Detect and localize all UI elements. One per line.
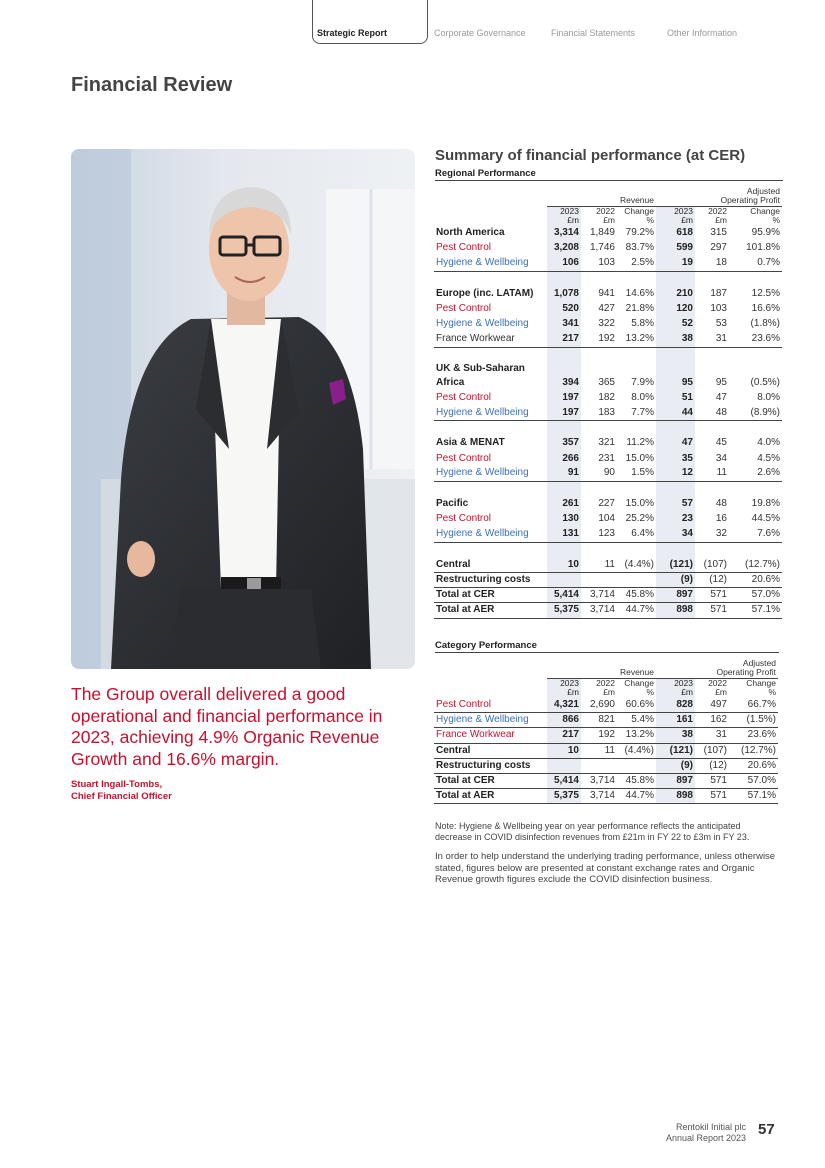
table-row	[434, 728, 778, 743]
table-cell: 7.9%	[631, 377, 654, 389]
table-cell: 7.6%	[729, 527, 782, 542]
table-cell: 897	[656, 773, 695, 788]
row-label: Hygiene & Wellbeing	[434, 256, 547, 271]
table-cell: 266	[547, 451, 581, 466]
table-cell: 52	[656, 317, 695, 332]
regional-performance-table	[434, 182, 782, 619]
group-spacer	[434, 542, 782, 557]
adjusted-operating-profit-header	[656, 182, 782, 206]
category-profit-header	[656, 654, 778, 678]
table-cell: 20.6%	[729, 572, 782, 587]
table-cell: (107)	[695, 557, 729, 572]
row-label: Total at AER	[434, 789, 547, 804]
category-performance-title: Category Performance	[435, 640, 779, 653]
table-cell: 23.6%	[729, 332, 782, 347]
table-cell: 131	[547, 527, 581, 542]
table-cell: 7.7%	[617, 405, 656, 420]
row-label: Europe (inc. LATAM)	[436, 287, 534, 299]
cat-col-2023-profit: 2023 £m	[656, 678, 695, 698]
table-cell: 183	[581, 405, 617, 420]
table-cell: 90	[581, 466, 617, 481]
cat-col-change-profit: Change %	[746, 677, 776, 697]
table-cell: 48	[695, 405, 729, 420]
pull-quote: The Group overall delivered a good operational and financial performance in 2023, achieving 4.9% Organic Revenue Growth and 16.6% margin.	[71, 684, 383, 769]
table-cell: (0.5%)	[750, 377, 780, 389]
col-2023-revenue: 2023 £m	[547, 206, 581, 226]
row-label: Hygiene & Wellbeing	[436, 318, 529, 330]
col-2022-revenue: 2022 £m	[596, 205, 615, 225]
table-cell: 16.6%	[751, 303, 780, 315]
table-row	[434, 362, 782, 390]
table-cell: 162	[695, 713, 729, 728]
row-label: Hygiene & Wellbeing	[434, 527, 547, 542]
table-cell: 8.0%	[631, 391, 654, 403]
table-cell: 2.6%	[729, 466, 782, 481]
row-label: Hygiene & Wellbeing	[434, 713, 547, 728]
row-label: UK & Sub-Saharan Africa	[436, 363, 525, 389]
cat-col-2023-revenue: 2023 £m	[547, 678, 581, 698]
table-cell: 104	[598, 513, 615, 525]
category-revenue-header: Revenue	[547, 654, 656, 678]
table-cell: 5,375	[547, 789, 581, 804]
table-cell: 60.6%	[617, 698, 656, 713]
page-title: Financial Review	[71, 74, 233, 96]
table-cell: 19.8%	[751, 498, 780, 510]
table-cell: 32	[695, 527, 729, 542]
table-cell: (4.4%)	[617, 743, 656, 758]
row-label: France Workwear	[434, 332, 547, 347]
table-cell: 3,714	[581, 789, 617, 804]
table-row	[434, 773, 778, 788]
table-cell: 4.5%	[757, 452, 780, 464]
table-cell: 31	[695, 332, 729, 347]
table-cell: 192	[581, 332, 617, 347]
row-label: Pest Control	[436, 303, 492, 315]
footer-company: Rentokil Initial plc	[675, 1122, 746, 1132]
cat-col-2022-profit: 2022 £m	[708, 677, 727, 697]
table-cell: 15.0%	[625, 452, 654, 464]
table-cell: 322	[598, 318, 615, 330]
table-cell: 161	[656, 713, 695, 728]
row-label: Total at AER	[434, 603, 547, 618]
category-performance-table	[434, 654, 778, 804]
table-cell: 57.0%	[729, 773, 778, 788]
table-cell: 315	[710, 227, 727, 239]
row-label: Central	[434, 557, 547, 572]
row-label: Pest Control	[434, 698, 547, 713]
table-row	[434, 301, 782, 316]
cat-col-2022-revenue: 2022 £m	[596, 677, 615, 697]
table-cell: 571	[695, 789, 729, 804]
table-cell: 3,714	[581, 603, 617, 618]
table-cell: 95.9%	[751, 227, 780, 239]
table-cell: 47	[715, 391, 727, 403]
cfo-portrait-photo	[71, 149, 415, 669]
table-row	[434, 466, 782, 481]
table-row	[434, 241, 782, 256]
row-label: Restructuring costs	[434, 572, 547, 587]
table-cell: 187	[710, 287, 727, 299]
nav-other-information[interactable]: Other Information	[667, 28, 738, 38]
table-cell: 130	[547, 512, 581, 527]
table-cell: 1,746	[589, 242, 615, 254]
table-row	[434, 226, 782, 241]
table-cell: 95	[656, 362, 695, 390]
table-cell: 1,078	[547, 286, 581, 301]
row-label: Hygiene & Wellbeing	[434, 466, 547, 481]
table-cell: 48	[715, 498, 727, 510]
table-cell: 31	[695, 728, 729, 743]
adjusted-label: Adjusted	[746, 185, 780, 196]
table-cell: 12.5%	[751, 287, 780, 299]
table-cell: 898	[656, 789, 695, 804]
table-row	[434, 557, 782, 572]
table-cell: 866	[547, 713, 581, 728]
group-spacer	[434, 421, 782, 436]
table-cell: 4.0%	[757, 437, 780, 449]
table-cell: 10	[547, 557, 581, 572]
basis-note: In order to help understand the underlying trading performance, unless otherwise stated, figures below are presented at constant exchange rates and Organic Revenue growth figures exclude the COVID disinfection business.	[435, 851, 776, 885]
col-change-revenue: Change %	[624, 205, 654, 225]
table-cell	[581, 758, 617, 773]
table-row	[434, 286, 782, 301]
row-label: France Workwear	[434, 728, 547, 743]
row-label: Pacific	[436, 498, 469, 510]
table-row	[434, 405, 782, 420]
table-row	[434, 743, 778, 758]
table-cell: 106	[547, 256, 581, 271]
row-label: Restructuring costs	[434, 758, 547, 773]
table-cell: 217	[547, 728, 581, 743]
operating-profit-label: Operating Profit	[720, 195, 780, 205]
table-cell: 83.7%	[625, 242, 654, 254]
page-number: 57	[758, 1121, 775, 1138]
table-cell: 44	[656, 405, 695, 420]
table-cell: 197	[547, 390, 581, 405]
table-cell: 497	[695, 698, 729, 713]
table-row	[434, 527, 782, 542]
table-cell: 21.8%	[625, 303, 654, 315]
table-cell: 5,414	[547, 588, 581, 603]
table-cell: (1.5%)	[729, 713, 778, 728]
table-cell: 66.7%	[729, 698, 778, 713]
table-cell: (12)	[695, 758, 729, 773]
table-cell: (107)	[695, 743, 729, 758]
table-cell: 618	[656, 226, 695, 241]
table-cell: 4,321	[547, 698, 581, 713]
table-cell: 828	[656, 698, 695, 713]
table-cell: 231	[598, 452, 615, 464]
table-cell: 20.6%	[729, 758, 778, 773]
table-cell: 13.2%	[617, 728, 656, 743]
row-label: Pest Control	[436, 513, 492, 525]
table-cell: 38	[656, 728, 695, 743]
row-label: Total at CER	[434, 588, 547, 603]
row-label: Hygiene & Wellbeing	[434, 405, 547, 420]
table-cell: 13.2%	[617, 332, 656, 347]
table-cell: 19	[656, 256, 695, 271]
section-nav	[0, 0, 825, 46]
table-cell: 95	[715, 377, 727, 389]
table-cell: (9)	[656, 572, 695, 587]
table-cell: 297	[710, 242, 727, 254]
table-row	[434, 572, 782, 587]
table-cell: 103	[710, 303, 727, 315]
table-cell: 3,714	[581, 588, 617, 603]
table-cell: 227	[598, 498, 615, 510]
table-cell: 10	[547, 743, 581, 758]
table-cell: 321	[598, 437, 615, 449]
table-cell: 91	[547, 466, 581, 481]
table-row	[434, 713, 778, 728]
table-cell: 14.6%	[625, 287, 654, 299]
table-cell: 11	[695, 466, 729, 481]
table-cell: 11.2%	[626, 437, 654, 449]
table-cell: 25.2%	[625, 513, 654, 525]
table-row	[434, 588, 782, 603]
table-cell: 3,714	[581, 773, 617, 788]
table-cell: 57.1%	[729, 789, 778, 804]
nav-corporate-governance[interactable]: Corporate Governance	[434, 28, 526, 38]
table-cell: (1.8%)	[750, 318, 780, 330]
table-cell: (12.7%)	[729, 743, 778, 758]
table-cell: 192	[581, 728, 617, 743]
table-cell: 15.0%	[625, 498, 654, 510]
table-cell: 0.7%	[729, 256, 782, 271]
table-cell: 6.4%	[617, 527, 656, 542]
table-cell: 217	[547, 332, 581, 347]
table-cell: 35	[656, 451, 695, 466]
summary-title: Summary of financial performance (at CER)	[435, 147, 746, 164]
row-label: Central	[434, 743, 547, 758]
row-label: Pest Control	[436, 242, 492, 254]
row-label: Total at CER	[434, 773, 547, 788]
table-cell: (12.7%)	[729, 557, 782, 572]
col-2022-profit: 2022 £m	[708, 205, 727, 225]
table-row	[434, 698, 778, 713]
table-row	[434, 512, 782, 527]
table-cell: 44.7%	[617, 603, 656, 618]
table-cell: 3,314	[547, 226, 581, 241]
table-cell: 3,208	[547, 241, 581, 256]
row-label: Asia & MENAT	[436, 437, 505, 449]
table-cell: (4.4%)	[617, 557, 656, 572]
table-cell: 16	[715, 513, 727, 525]
table-cell: 2,690	[581, 698, 617, 713]
group-spacer	[434, 481, 782, 496]
table-row	[434, 758, 778, 773]
covid-note: Note: Hygiene & Wellbeing year on year performance reflects the anticipated decrease in COVID disinfection revenues from £21m in FY 22 to £3m in FY 23.	[435, 821, 750, 842]
table-cell: (9)	[656, 758, 695, 773]
table-cell: 18	[695, 256, 729, 271]
table-cell: 23	[656, 512, 695, 527]
col-change-profit: Change %	[750, 205, 780, 225]
table-cell: 5,375	[547, 603, 581, 618]
table-cell: 5.8%	[631, 318, 654, 330]
table-cell	[617, 572, 656, 587]
table-cell: 57.1%	[729, 603, 782, 618]
table-cell: 12	[656, 466, 695, 481]
category-operating-profit-label: Operating Profit	[716, 667, 776, 677]
table-cell: 57.0%	[729, 588, 782, 603]
table-cell: 2.5%	[617, 256, 656, 271]
table-cell: 11	[581, 743, 617, 758]
table-cell: (121)	[656, 743, 695, 758]
table-cell: 11	[581, 557, 617, 572]
table-cell	[581, 572, 617, 587]
table-cell: 101.8%	[746, 242, 780, 254]
group-spacer	[434, 271, 782, 286]
table-cell	[617, 758, 656, 773]
table-cell: 123	[581, 527, 617, 542]
table-cell: 34	[715, 452, 727, 464]
table-row	[434, 789, 778, 804]
table-row	[434, 436, 782, 451]
table-cell: (12)	[695, 572, 729, 587]
table-cell: 51	[656, 390, 695, 405]
nav-financial-statements[interactable]: Financial Statements	[551, 28, 636, 38]
table-cell: 182	[598, 391, 615, 403]
quote-author-name: Stuart Ingall-Tombs,	[71, 779, 163, 790]
row-label: North America	[436, 227, 505, 239]
table-cell: 45.8%	[617, 588, 656, 603]
regional-performance-title: Regional Performance	[435, 168, 783, 181]
table-row	[434, 451, 782, 466]
table-cell: 57	[656, 497, 695, 512]
table-cell: (8.9%)	[729, 405, 782, 420]
table-cell: 571	[695, 773, 729, 788]
table-row	[434, 390, 782, 405]
table-cell: 599	[656, 241, 695, 256]
table-cell: 44.7%	[617, 789, 656, 804]
table-cell: 210	[656, 286, 695, 301]
table-cell: 571	[695, 603, 729, 618]
table-row	[434, 256, 782, 271]
cat-col-change-revenue: Change %	[624, 677, 654, 697]
table-cell: 897	[656, 588, 695, 603]
group-spacer	[434, 347, 782, 362]
table-cell: 38	[656, 332, 695, 347]
table-row	[434, 603, 782, 618]
table-cell: 941	[598, 287, 615, 299]
table-cell: 8.0%	[757, 391, 780, 403]
table-cell: 571	[695, 588, 729, 603]
table-cell: 120	[656, 301, 695, 316]
table-cell: 261	[547, 497, 581, 512]
row-label: Pest Control	[436, 452, 492, 464]
table-cell: 103	[581, 256, 617, 271]
table-cell: 5,414	[547, 773, 581, 788]
table-cell: 53	[715, 318, 727, 330]
table-cell: 821	[581, 713, 617, 728]
table-cell: 47	[656, 436, 695, 451]
table-cell: 45.8%	[617, 773, 656, 788]
quote-attribution	[71, 779, 172, 803]
footer-report: Annual Report 2023	[665, 1132, 746, 1143]
table-cell: 79.2%	[625, 227, 654, 239]
table-cell: 1,849	[589, 227, 615, 239]
row-label: Pest Control	[436, 391, 492, 403]
table-cell: 341	[547, 317, 581, 332]
table-cell: 357	[547, 436, 581, 451]
col-2023-profit: 2023 £m	[656, 206, 695, 226]
table-cell: 197	[547, 405, 581, 420]
quote-author-role: Chief Financial Officer	[71, 791, 172, 802]
table-cell	[547, 572, 581, 587]
revenue-header: Revenue	[547, 182, 656, 206]
table-cell: 5.4%	[617, 713, 656, 728]
table-row	[434, 317, 782, 332]
category-adjusted-label: Adjusted	[742, 657, 776, 668]
nav-strategic-report[interactable]: Strategic Report	[317, 28, 388, 38]
table-cell: 898	[656, 603, 695, 618]
table-cell: 44.5%	[751, 513, 780, 525]
table-cell: 365	[598, 377, 615, 389]
table-cell	[547, 758, 581, 773]
footer	[666, 1122, 746, 1143]
table-row	[434, 497, 782, 512]
table-cell: 23.6%	[729, 728, 778, 743]
table-cell: 45	[715, 437, 727, 449]
table-cell: 1.5%	[617, 466, 656, 481]
table-cell: (121)	[656, 557, 695, 572]
table-cell: 427	[598, 303, 615, 315]
table-cell: 34	[656, 527, 695, 542]
table-cell: 520	[547, 301, 581, 316]
table-cell: 394	[547, 362, 581, 390]
table-row	[434, 332, 782, 347]
